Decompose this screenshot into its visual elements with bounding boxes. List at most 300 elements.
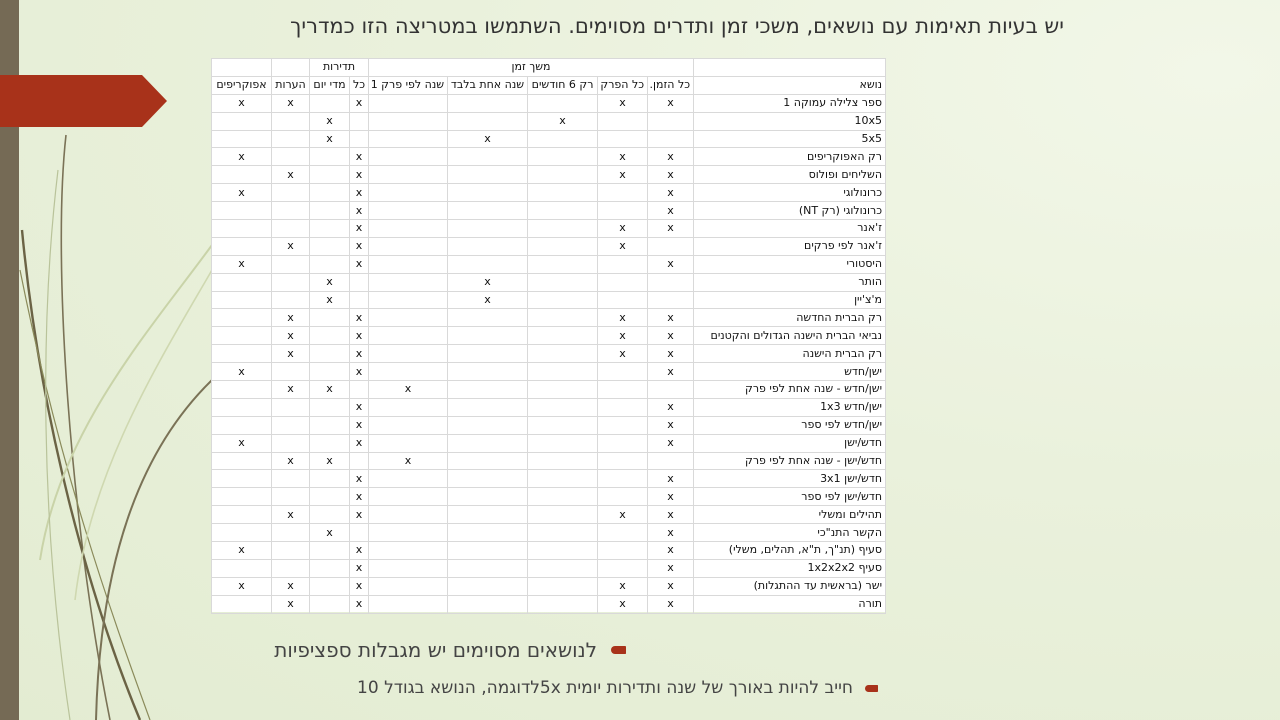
topic-cell: נביאי הברית הישנה הגדולים והקטנים	[694, 327, 886, 345]
mark-cell: x	[212, 94, 272, 112]
mark-cell	[528, 488, 598, 506]
mark-cell	[598, 381, 648, 399]
mark-cell	[369, 363, 448, 381]
column-header: כל	[350, 76, 369, 94]
mark-cell	[598, 488, 648, 506]
mark-cell	[369, 112, 448, 130]
mark-cell	[528, 398, 598, 416]
mark-cell	[369, 559, 448, 577]
mark-cell: x	[272, 237, 310, 255]
table-row	[212, 94, 886, 112]
topic-cell: ז'אנר לפי פרקים	[694, 237, 886, 255]
topic-cell: חדש/ישן	[694, 434, 886, 452]
mark-cell	[350, 273, 369, 291]
mark-cell	[448, 416, 528, 434]
mark-cell: x	[648, 416, 694, 434]
mark-cell: x	[212, 434, 272, 452]
mark-cell: x	[310, 381, 350, 399]
mark-cell	[528, 184, 598, 202]
mark-cell: x	[598, 94, 648, 112]
mark-cell: x	[648, 202, 694, 220]
topic-cell: תורה	[694, 595, 886, 613]
mark-cell	[272, 130, 310, 148]
table-row	[212, 112, 886, 130]
mark-cell	[598, 542, 648, 560]
mark-cell: x	[598, 327, 648, 345]
mark-cell	[310, 363, 350, 381]
table-row	[212, 381, 886, 399]
mark-cell	[528, 363, 598, 381]
mark-cell	[598, 470, 648, 488]
mark-cell	[310, 595, 350, 613]
mark-cell: x	[598, 166, 648, 184]
table-row	[212, 488, 886, 506]
mark-cell: x	[648, 220, 694, 238]
mark-cell	[350, 112, 369, 130]
topic-cell: חדש/ישן - שנה אחת לפי פרק	[694, 452, 886, 470]
topic-cell: ז'אנר	[694, 220, 886, 238]
mark-cell	[648, 273, 694, 291]
mark-cell: x	[350, 488, 369, 506]
table-row	[212, 327, 886, 345]
mark-cell: x	[272, 381, 310, 399]
mark-cell	[448, 434, 528, 452]
mark-cell: x	[212, 542, 272, 560]
mark-cell	[212, 488, 272, 506]
table-row	[212, 148, 886, 166]
mark-cell	[448, 220, 528, 238]
mark-cell: x	[310, 273, 350, 291]
table-row	[212, 273, 886, 291]
sub-bullet-text: חייב להיות באורך של שנה ותדירות יומית 5xלדוגמה, הנושא בגודל 10	[357, 678, 853, 698]
mark-cell	[212, 237, 272, 255]
mark-cell	[528, 94, 598, 112]
mark-cell	[448, 148, 528, 166]
mark-cell: x	[350, 398, 369, 416]
mark-cell	[528, 166, 598, 184]
mark-cell	[369, 398, 448, 416]
mark-cell: x	[598, 148, 648, 166]
mark-cell	[310, 434, 350, 452]
mark-cell	[448, 506, 528, 524]
topic-cell: סעיף (תנ"ך, ת"א, תהלים, משלי)	[694, 542, 886, 560]
topic-cell: הקשר התנ"כי	[694, 524, 886, 542]
mark-cell: x	[350, 220, 369, 238]
table-row	[212, 524, 886, 542]
mark-cell: x	[272, 327, 310, 345]
topic-cell: ישר (בראשית עד ההתגלות)	[694, 577, 886, 595]
topic-cell: 10x5	[694, 112, 886, 130]
topic-cell: השליחים ופולוס	[694, 166, 886, 184]
mark-cell	[310, 470, 350, 488]
mark-cell: x	[350, 542, 369, 560]
topic-cell: ישן/חדש	[694, 363, 886, 381]
mark-cell	[598, 452, 648, 470]
mark-cell	[212, 559, 272, 577]
mark-cell: x	[648, 434, 694, 452]
topic-cell: רק הברית הישנה	[694, 345, 886, 363]
mark-cell	[528, 434, 598, 452]
table-row	[212, 309, 886, 327]
mark-cell	[448, 524, 528, 542]
mark-cell: x	[648, 363, 694, 381]
topic-cell: 5x5	[694, 130, 886, 148]
mark-cell: x	[648, 327, 694, 345]
mark-cell: x	[212, 184, 272, 202]
mark-cell	[528, 291, 598, 309]
mark-cell: x	[648, 148, 694, 166]
mark-cell: x	[350, 309, 369, 327]
mark-cell: x	[272, 595, 310, 613]
mark-cell: x	[648, 166, 694, 184]
column-header: כל הזמן.	[648, 76, 694, 94]
mark-cell	[598, 112, 648, 130]
topic-cell: סעיף 1x2x2x2	[694, 559, 886, 577]
mark-cell	[310, 220, 350, 238]
mark-cell	[350, 291, 369, 309]
mark-cell: x	[648, 488, 694, 506]
mark-cell	[369, 416, 448, 434]
mark-cell: x	[648, 309, 694, 327]
mark-cell: x	[350, 577, 369, 595]
mark-cell	[448, 470, 528, 488]
mark-cell: x	[310, 130, 350, 148]
mark-cell	[212, 470, 272, 488]
mark-cell: x	[310, 524, 350, 542]
mark-cell	[528, 327, 598, 345]
table-row	[212, 416, 886, 434]
compatibility-matrix	[211, 58, 885, 612]
mark-cell: x	[648, 184, 694, 202]
mark-cell	[598, 202, 648, 220]
mark-cell	[648, 291, 694, 309]
mark-cell	[272, 416, 310, 434]
mark-cell	[448, 309, 528, 327]
mark-cell	[528, 130, 598, 148]
mark-cell	[448, 452, 528, 470]
bullet-text: לנושאים מסוימים יש מגבלות ספציפיות	[274, 638, 597, 662]
mark-cell: x	[310, 291, 350, 309]
mark-cell	[528, 524, 598, 542]
mark-cell	[212, 309, 272, 327]
table-row	[212, 166, 886, 184]
mark-cell	[369, 130, 448, 148]
mark-cell: x	[528, 112, 598, 130]
mark-cell	[528, 452, 598, 470]
mark-cell	[272, 273, 310, 291]
mark-cell	[528, 309, 598, 327]
mark-cell	[598, 255, 648, 273]
mark-cell: x	[350, 595, 369, 613]
mark-cell	[369, 166, 448, 184]
mark-cell	[212, 452, 272, 470]
mark-cell: x	[350, 470, 369, 488]
mark-cell: x	[272, 345, 310, 363]
mark-cell	[310, 184, 350, 202]
mark-cell	[448, 345, 528, 363]
mark-cell	[369, 273, 448, 291]
group-header-empty	[272, 59, 310, 77]
mark-cell: x	[648, 470, 694, 488]
group-header-row	[212, 59, 886, 77]
accent-arrow-tab	[0, 75, 167, 127]
mark-cell	[528, 416, 598, 434]
mark-cell	[598, 398, 648, 416]
mark-cell	[369, 434, 448, 452]
mark-cell	[310, 148, 350, 166]
table-row	[212, 559, 886, 577]
mark-cell	[272, 255, 310, 273]
mark-cell: x	[350, 559, 369, 577]
mark-cell	[350, 452, 369, 470]
mark-cell: x	[350, 184, 369, 202]
mark-cell: x	[350, 255, 369, 273]
column-header: נושא	[694, 76, 886, 94]
mark-cell	[598, 273, 648, 291]
mark-cell	[448, 166, 528, 184]
mark-cell	[272, 291, 310, 309]
mark-cell: x	[648, 506, 694, 524]
mark-cell: x	[350, 506, 369, 524]
mark-cell	[310, 398, 350, 416]
topic-cell: רק הברית החדשה	[694, 309, 886, 327]
mark-cell: x	[272, 94, 310, 112]
topic-cell: כרונולוגי (רק NT)	[694, 202, 886, 220]
mark-cell	[212, 112, 272, 130]
table-row	[212, 237, 886, 255]
mark-cell: x	[369, 381, 448, 399]
mark-cell: x	[648, 94, 694, 112]
mark-cell	[212, 202, 272, 220]
mark-cell	[310, 202, 350, 220]
mark-cell	[448, 542, 528, 560]
topic-cell: תהילים ומשלי	[694, 506, 886, 524]
column-header: מדי יום	[310, 76, 350, 94]
mark-cell	[272, 524, 310, 542]
mark-cell: x	[272, 452, 310, 470]
mark-cell	[648, 237, 694, 255]
mark-cell	[528, 220, 598, 238]
topic-cell: ישן/חדש לפי ספר	[694, 416, 886, 434]
mark-cell	[212, 220, 272, 238]
mark-cell: x	[598, 506, 648, 524]
table-row	[212, 542, 886, 560]
mark-cell	[369, 506, 448, 524]
table-row	[212, 345, 886, 363]
topic-cell: חדש/ישן לפי ספר	[694, 488, 886, 506]
table-row	[212, 363, 886, 381]
matrix-body	[212, 94, 886, 613]
mark-cell	[310, 559, 350, 577]
mark-cell	[369, 94, 448, 112]
group-header-empty	[212, 59, 272, 77]
mark-cell: x	[350, 416, 369, 434]
mark-cell	[369, 524, 448, 542]
mark-cell	[598, 416, 648, 434]
mark-cell: x	[369, 452, 448, 470]
column-header: שנה לפי פרק 1	[369, 76, 448, 94]
mark-cell	[350, 381, 369, 399]
mark-cell	[212, 327, 272, 345]
mark-cell	[350, 130, 369, 148]
bullet-item	[274, 638, 626, 662]
mark-cell	[369, 184, 448, 202]
table-row	[212, 130, 886, 148]
mark-cell: x	[350, 363, 369, 381]
mark-cell	[528, 381, 598, 399]
mark-cell	[448, 577, 528, 595]
sub-bullet-item	[357, 678, 878, 698]
column-header: שנה אחת בלבד	[448, 76, 528, 94]
topic-cell: מ'צ'יין	[694, 291, 886, 309]
table-row	[212, 470, 886, 488]
mark-cell	[448, 237, 528, 255]
table-row	[212, 184, 886, 202]
column-header: הערות	[272, 76, 310, 94]
mark-cell	[369, 237, 448, 255]
mark-cell	[310, 542, 350, 560]
mark-cell	[310, 309, 350, 327]
mark-cell	[369, 220, 448, 238]
arrow-bullet-icon	[865, 685, 878, 692]
mark-cell	[350, 524, 369, 542]
table-row	[212, 452, 886, 470]
mark-cell	[528, 237, 598, 255]
mark-cell: x	[598, 577, 648, 595]
mark-cell	[598, 291, 648, 309]
mark-cell	[598, 559, 648, 577]
mark-cell	[528, 577, 598, 595]
mark-cell	[272, 202, 310, 220]
mark-cell	[212, 416, 272, 434]
mark-cell	[528, 345, 598, 363]
mark-cell: x	[350, 237, 369, 255]
mark-cell	[272, 434, 310, 452]
topic-cell: היסטורי	[694, 255, 886, 273]
mark-cell: x	[350, 94, 369, 112]
column-header: אפוקריפים	[212, 76, 272, 94]
mark-cell	[310, 94, 350, 112]
mark-cell: x	[448, 130, 528, 148]
mark-cell	[528, 595, 598, 613]
topic-cell: הותר	[694, 273, 886, 291]
mark-cell	[369, 148, 448, 166]
table-row	[212, 220, 886, 238]
mark-cell	[272, 488, 310, 506]
mark-cell	[310, 327, 350, 345]
mark-cell	[272, 220, 310, 238]
table-row	[212, 434, 886, 452]
topic-cell: ישן/חדש 1x3	[694, 398, 886, 416]
mark-cell: x	[272, 166, 310, 184]
mark-cell: x	[350, 345, 369, 363]
mark-cell	[448, 595, 528, 613]
mark-cell: x	[272, 309, 310, 327]
mark-cell	[272, 559, 310, 577]
mark-cell	[369, 577, 448, 595]
topic-cell: רק האפוקריפים	[694, 148, 886, 166]
mark-cell	[369, 255, 448, 273]
mark-cell	[272, 112, 310, 130]
mark-cell	[448, 255, 528, 273]
mark-cell	[648, 452, 694, 470]
mark-cell	[310, 345, 350, 363]
mark-cell	[369, 595, 448, 613]
mark-cell	[598, 130, 648, 148]
mark-cell	[528, 255, 598, 273]
mark-cell	[448, 112, 528, 130]
mark-cell	[648, 112, 694, 130]
topic-cell: ספר צלילה עמוקה 1	[694, 94, 886, 112]
mark-cell	[598, 434, 648, 452]
mark-cell: x	[448, 273, 528, 291]
mark-cell	[369, 327, 448, 345]
mark-cell: x	[350, 166, 369, 184]
topic-cell: חדש/ישן 3x1	[694, 470, 886, 488]
mark-cell: x	[648, 398, 694, 416]
mark-cell	[272, 470, 310, 488]
frequency-group-header: תדירות	[310, 59, 369, 77]
mark-cell: x	[598, 237, 648, 255]
mark-cell: x	[350, 202, 369, 220]
mark-cell: x	[648, 542, 694, 560]
mark-cell	[212, 381, 272, 399]
mark-cell	[448, 488, 528, 506]
table-row	[212, 202, 886, 220]
mark-cell	[310, 416, 350, 434]
mark-cell: x	[310, 112, 350, 130]
mark-cell: x	[598, 309, 648, 327]
mark-cell	[448, 559, 528, 577]
mark-cell	[310, 237, 350, 255]
mark-cell	[528, 273, 598, 291]
mark-cell: x	[648, 255, 694, 273]
mark-cell	[448, 184, 528, 202]
mark-cell	[212, 524, 272, 542]
group-header-empty	[694, 59, 886, 77]
mark-cell	[272, 363, 310, 381]
mark-cell	[212, 345, 272, 363]
mark-cell	[598, 363, 648, 381]
mark-cell	[212, 166, 272, 184]
mark-cell	[212, 398, 272, 416]
mark-cell	[448, 363, 528, 381]
column-header-row	[212, 76, 886, 94]
mark-cell: x	[212, 255, 272, 273]
mark-cell: x	[272, 506, 310, 524]
mark-cell	[528, 559, 598, 577]
mark-cell	[212, 273, 272, 291]
topic-cell: כרונולוגי	[694, 184, 886, 202]
mark-cell	[648, 130, 694, 148]
table-row	[212, 595, 886, 613]
table-row	[212, 506, 886, 524]
mark-cell: x	[350, 434, 369, 452]
mark-cell	[369, 542, 448, 560]
mark-cell: x	[350, 327, 369, 345]
mark-cell: x	[310, 452, 350, 470]
mark-cell	[369, 488, 448, 506]
mark-cell	[528, 148, 598, 166]
mark-cell: x	[598, 345, 648, 363]
table-row	[212, 398, 886, 416]
mark-cell	[310, 255, 350, 273]
mark-cell: x	[648, 345, 694, 363]
mark-cell	[272, 542, 310, 560]
mark-cell: x	[648, 559, 694, 577]
mark-cell: x	[598, 220, 648, 238]
mark-cell	[528, 542, 598, 560]
